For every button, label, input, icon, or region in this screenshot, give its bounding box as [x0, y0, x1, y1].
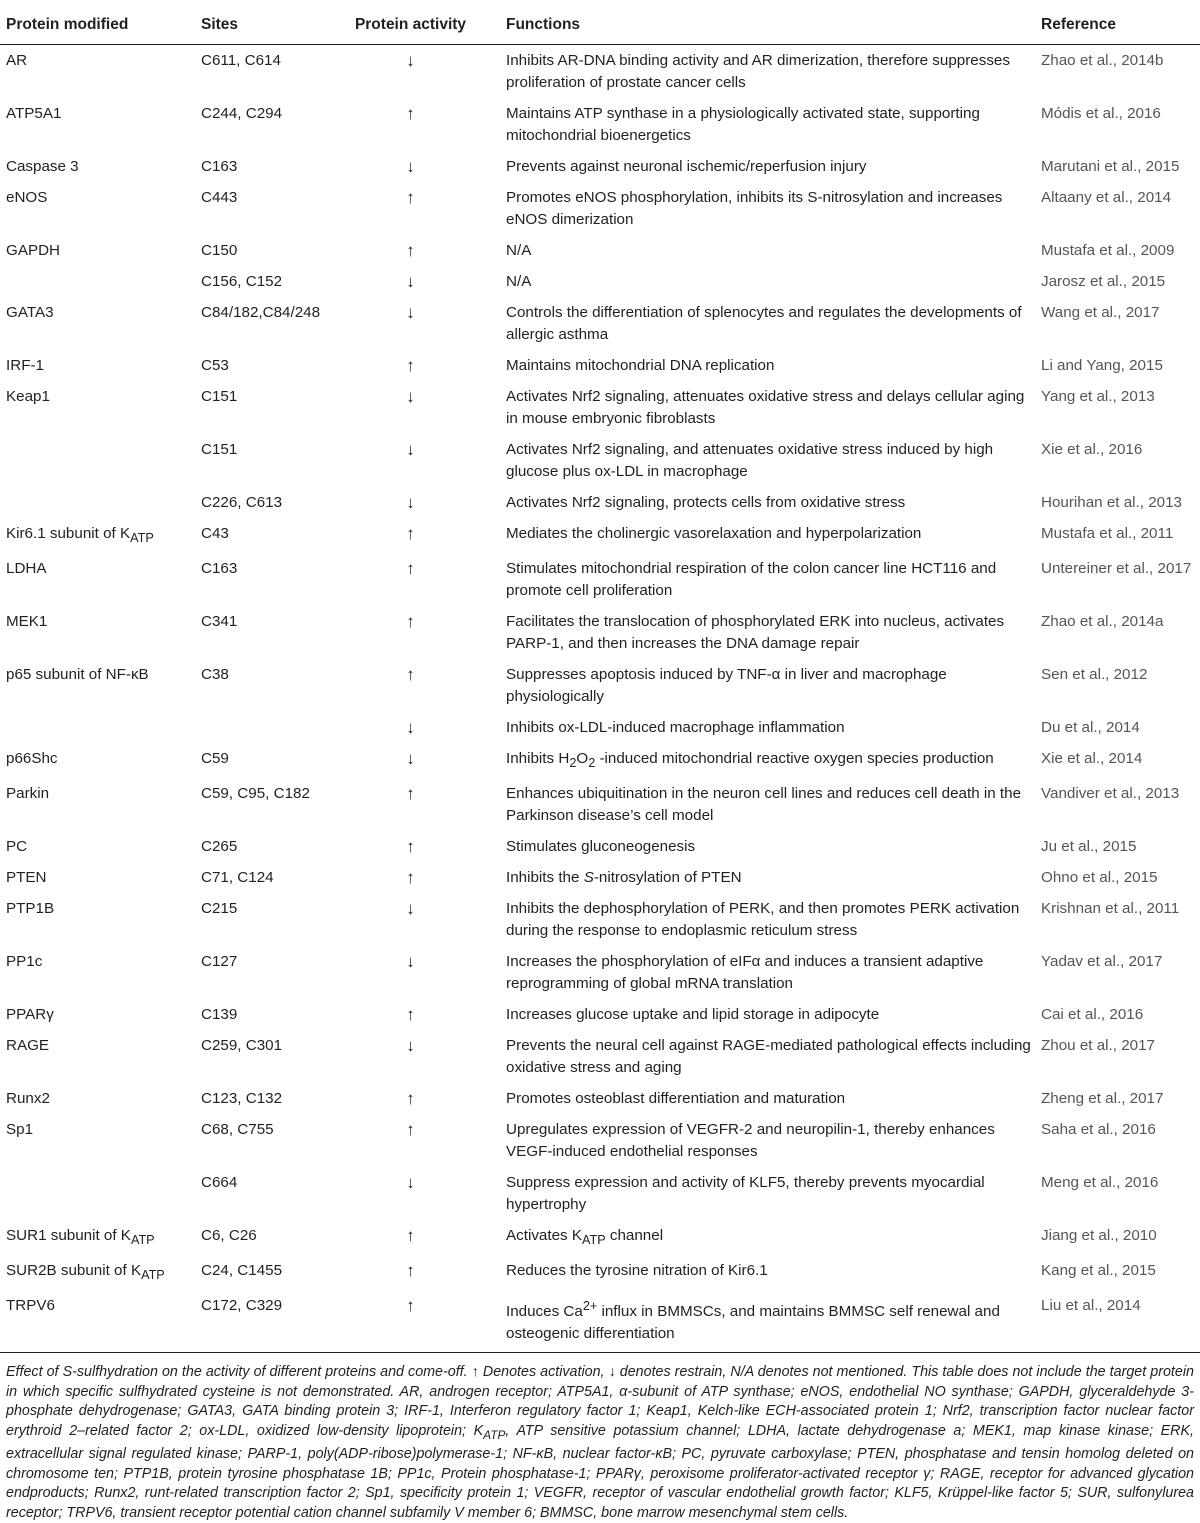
header-row	[0, 0, 1200, 45]
table-row	[0, 712, 1200, 743]
functions-text: Promotes eNOS phosphorylation, inhibits its S-nitrosylation and increases eNOS dimerization	[506, 189, 1003, 228]
protein-sub: ATP	[130, 1233, 155, 1248]
cell-functions	[500, 182, 1035, 235]
cell-functions	[500, 350, 1035, 381]
cell-activity: ↓	[406, 718, 415, 738]
cell-activity: ↑	[406, 1226, 415, 1246]
cell-reference: Mustafa et al., 2011	[1041, 525, 1174, 542]
table-row	[0, 1030, 1200, 1083]
cell-functions	[500, 1220, 1035, 1255]
cell-functions	[500, 297, 1035, 350]
cell-functions	[500, 45, 1035, 99]
cell-functions	[500, 266, 1035, 297]
cell-reference: Zhao et al., 2014a	[1041, 613, 1164, 631]
cell-reference: Zhou et al., 2017	[1041, 1037, 1155, 1055]
cell-functions	[500, 434, 1035, 487]
protein-text: GATA3	[6, 304, 54, 321]
functions-mid: O	[576, 750, 589, 768]
cell-reference: Xie et al., 2016	[1041, 441, 1143, 458]
functions-text: Facilitates the translocation of phosphorylated ERK into nucleus, activates PARP-1, and then increases the DNA damage repair	[506, 613, 1005, 653]
cell-protein	[0, 98, 195, 151]
cell-sites: C611, C614	[201, 52, 281, 69]
cell-activity: ↑	[406, 612, 415, 632]
protein-text: p66Shc	[6, 750, 58, 768]
functions-text: Prevents the neural cell against RAGE-mediated pathological effects including oxidative stress and aging	[506, 1037, 1031, 1077]
protein-text: PP1c	[6, 953, 43, 971]
protein-text: Caspase 3	[6, 158, 79, 175]
protein-text: PC	[6, 838, 28, 856]
functions-pre: Inhibits the	[506, 869, 584, 887]
table-row	[0, 45, 1200, 99]
functions-text: -induced mitochondrial reactive oxygen species production	[595, 750, 994, 768]
cell-reference: Jarosz et al., 2015	[1041, 273, 1166, 290]
cell-sites: C38	[201, 666, 229, 684]
table-row	[0, 1290, 1200, 1353]
cell-sites: C24, C1455	[201, 1262, 283, 1280]
cell-reference: Yang et al., 2013	[1041, 388, 1155, 405]
cell-functions	[500, 1167, 1035, 1220]
cell-activity: ↑	[406, 1120, 415, 1140]
protein-text: IRF-1	[6, 357, 44, 374]
cell-protein	[0, 487, 195, 518]
cell-functions	[500, 831, 1035, 862]
cell-protein	[0, 999, 195, 1030]
cell-protein	[0, 518, 195, 553]
protein-text: eNOS	[6, 189, 48, 206]
table-row	[0, 182, 1200, 235]
cell-reference: Cai et al., 2016	[1041, 1006, 1144, 1024]
cell-reference: Vandiver et al., 2013	[1041, 785, 1180, 803]
cell-sites: C150	[201, 242, 238, 259]
protein-text: LDHA	[6, 560, 47, 578]
cell-activity: ↑	[406, 1089, 415, 1109]
functions-text: Stimulates mitochondrial respiration of the colon cancer line HCT116 and promote cell proliferation	[506, 560, 997, 600]
cell-protein	[0, 235, 195, 266]
footnote-text-2: , ATP sensitive potassium channel; LDHA, lactate dehydrogenase a; MEK1, map kinase kinase; ERK, extracellular signal regulated kinase; PARP-1, poly(ADP-ribose)polymerase-1; NF-κB, nuclear factor-κB; PC, pyruvate carboxylase; PTEN, phosphatase and tensin homolog deleted on chromosome ten; PTP1B, protein tyrosine phosphatase 1B; PP1c, Protein phosphatase-1; PPARγ, peroxisome proliferator-activated receptor γ; RAGE, receptor for advanced glycation endproducts; Runx2, runt-related transcription factor 2; Sp1, specificity protein 1; VEGFR, receptor of vascular endothelial growth factor; KLF5, Krüppel-like factor 5; SUR, sulfonylurea receptor; TRPV6, transient receptor potential cation channel subfamily V member 6; BMMSC, bone marrow mesenchymal stem cells.	[6, 1422, 1194, 1521]
table-footnote	[0, 1353, 1200, 1523]
header-functions: Functions	[500, 0, 1035, 45]
functions-sup: 2+	[582, 1299, 598, 1314]
functions-text: Enhances ubiquitination in the neuron cell lines and reduces cell death in the Parkinson disease’s cell model	[506, 785, 1022, 825]
cell-protein	[0, 743, 195, 778]
cell-sites: C84/182,C84/248	[201, 304, 321, 321]
functions-sub: ATP	[581, 1233, 606, 1248]
cell-reference: Kang et al., 2015	[1041, 1262, 1156, 1280]
protein-text: Runx2	[6, 1090, 50, 1108]
functions-sub: 2	[588, 756, 596, 771]
protein-text: PPARγ	[6, 1006, 54, 1024]
cell-sites: C156, C152	[201, 273, 283, 290]
cell-protein	[0, 1290, 195, 1353]
cell-protein	[0, 862, 195, 893]
functions-text: Prevents against neuronal ischemic/reperfusion injury	[506, 158, 867, 175]
cell-protein	[0, 1030, 195, 1083]
functions-text: Stimulates gluconeogenesis	[506, 838, 696, 856]
table-row	[0, 606, 1200, 659]
cell-sites: C53	[201, 357, 229, 374]
cell-sites: C172, C329	[195, 1290, 353, 1353]
cell-reference: Ohno et al., 2015	[1041, 869, 1158, 887]
cell-functions	[500, 946, 1035, 999]
cell-functions	[500, 1114, 1035, 1167]
cell-activity: ↑	[406, 559, 415, 579]
cell-protein	[0, 45, 195, 99]
table-row	[0, 743, 1200, 778]
cell-protein	[0, 778, 195, 831]
functions-text: -nitrosylation of PTEN	[593, 869, 742, 887]
table-row	[0, 151, 1200, 182]
functions-text: Upregulates expression of VEGFR-2 and neuropilin-1, thereby enhances VEGF-induced endothelial responses	[506, 1121, 995, 1161]
cell-sites: C215	[201, 900, 238, 918]
cell-sites: C68, C755	[201, 1121, 274, 1139]
cell-activity: ↓	[406, 1036, 415, 1056]
functions-text: Suppress expression and activity of KLF5, thereby prevents myocardial hypertrophy	[506, 1174, 985, 1214]
table-row	[0, 893, 1200, 946]
cell-protein	[0, 381, 195, 434]
cell-sites: C123, C132	[201, 1090, 283, 1108]
table-row	[0, 98, 1200, 151]
functions-em: S	[583, 869, 594, 887]
cell-functions	[500, 487, 1035, 518]
protein-text: Parkin	[6, 785, 50, 803]
cell-reference: Krishnan et al., 2011	[1041, 900, 1180, 918]
header-sites: Sites	[195, 0, 353, 45]
table-row	[0, 778, 1200, 831]
cell-reference: Wang et al., 2017	[1041, 304, 1160, 321]
cell-activity: ↑	[406, 868, 415, 888]
footnote-sub: ATP	[483, 1427, 506, 1442]
cell-sites: C71, C124	[201, 869, 274, 887]
table-row	[0, 487, 1200, 518]
cell-activity: ↓	[406, 51, 415, 70]
footnote-text-1: Effect of S-sulfhydration on the activity of different proteins and come-off. ↑ Denotes activation, ↓ denotes restrain, N/A denotes not mentioned. This table does not include the target protein in which specific sulfhydrated cysteine is not demonstrated. AR, androgen receptor; ATP5A1, α-subunit of ATP synthase; eNOS, endothelial NO synthase; GAPDH, glyceraldehyde 3-phosphate dehydrogenase; GATA3, GATA binding protein 3; IRF-1, Interferon regulatory factor 1; Keap1, Kelch-like ECH-associated protein 1; Nrf2, transcription factor nuclear factor erythroid 2–related factor 2; ox-LDL, oxidized low-density lipoprotein; K	[6, 1364, 1194, 1439]
table-row	[0, 350, 1200, 381]
protein-text: MEK1	[6, 613, 48, 631]
cell-sites: C6, C26	[201, 1227, 257, 1245]
functions-text: Activates Nrf2 signaling, and attenuates oxidative stress induced by high glucose plus ox-LDL in macrophage	[506, 441, 994, 480]
table-row	[0, 266, 1200, 297]
cell-reference: Untereiner et al., 2017	[1041, 560, 1192, 578]
cell-functions	[500, 1030, 1035, 1083]
cell-activity: ↓	[406, 749, 415, 769]
table-row	[0, 297, 1200, 350]
functions-text: Inhibits ox-LDL-induced macrophage inflammation	[506, 719, 845, 737]
cell-activity: ↓	[406, 1173, 415, 1193]
cell-protein	[0, 182, 195, 235]
protein-text: AR	[6, 52, 28, 69]
functions-text: Suppresses apoptosis induced by TNF-α in liver and macrophage physiologically	[506, 666, 947, 706]
cell-reference: Sen et al., 2012	[1041, 666, 1148, 684]
cell-sites: C265	[201, 838, 238, 856]
cell-sites: C443	[201, 189, 238, 206]
cell-sites: C163	[201, 560, 238, 578]
header-activity: Protein activity	[353, 0, 500, 45]
cell-activity: ↑	[406, 356, 415, 375]
table-row	[0, 434, 1200, 487]
cell-functions	[500, 518, 1035, 553]
cell-sites: C59, C95, C182	[201, 785, 310, 803]
header-protein: Protein modified	[0, 0, 195, 45]
table-body	[0, 45, 1200, 1353]
table-row	[0, 518, 1200, 553]
cell-sites	[195, 712, 353, 743]
protein-text: PTEN	[6, 869, 47, 887]
table-row	[0, 553, 1200, 606]
protein-text: SUR1 subunit of K	[6, 1227, 131, 1245]
cell-activity: ↓	[406, 157, 415, 176]
cell-activity: ↓	[406, 952, 415, 972]
cell-sites: C341	[201, 613, 238, 631]
cell-sites: C664	[201, 1174, 238, 1192]
cell-reference: Marutani et al., 2015	[1041, 158, 1180, 175]
cell-protein	[0, 553, 195, 606]
table-row	[0, 1220, 1200, 1255]
cell-functions	[500, 553, 1035, 606]
functions-text: Mediates the cholinergic vasorelaxation and hyperpolarization	[506, 525, 922, 542]
cell-protein	[0, 350, 195, 381]
cell-functions	[500, 381, 1035, 434]
cell-activity: ↓	[406, 899, 415, 919]
cell-reference: Jiang et al., 2010	[1041, 1227, 1157, 1245]
cell-sites: C151	[201, 441, 238, 458]
cell-protein	[0, 1255, 195, 1290]
functions-text: channel	[605, 1227, 664, 1245]
cell-functions	[500, 1083, 1035, 1114]
cell-protein	[0, 893, 195, 946]
cell-functions	[500, 98, 1035, 151]
cell-activity: ↓	[406, 493, 415, 512]
functions-text: Activates Nrf2 signaling, protects cells from oxidative stress	[506, 494, 906, 511]
cell-sites: C259, C301	[201, 1037, 283, 1055]
cell-reference: Mustafa et al., 2009	[1041, 242, 1175, 259]
cell-sites: C244, C294	[201, 105, 283, 122]
table-row	[0, 946, 1200, 999]
cell-reference: Zhao et al., 2014b	[1041, 52, 1164, 69]
functions-text: Maintains mitochondrial DNA replication	[506, 357, 775, 374]
cell-sites: C226, C613	[201, 494, 283, 511]
cell-activity: ↑	[406, 1261, 415, 1281]
cell-activity: ↑	[406, 524, 415, 543]
cell-protein	[0, 712, 195, 743]
cell-functions	[500, 151, 1035, 182]
cell-functions	[500, 712, 1035, 743]
protein-text: ATP5A1	[6, 105, 62, 122]
protein-sub: ATP	[130, 531, 154, 546]
cell-protein	[0, 1220, 195, 1255]
cell-protein	[0, 266, 195, 297]
table-row	[0, 1167, 1200, 1220]
cell-sites: C151	[201, 388, 238, 405]
functions-text: Increases glucose uptake and lipid storage in adipocyte	[506, 1006, 880, 1024]
functions-text: Maintains ATP synthase in a physiologically activated state, supporting mitochondrial bioenergetics	[506, 105, 980, 144]
cell-functions	[500, 1255, 1035, 1290]
cell-protein	[0, 151, 195, 182]
cell-reference: Li and Yang, 2015	[1041, 357, 1163, 374]
functions-pre: Inhibits H	[506, 750, 570, 768]
cell-reference: Yadav et al., 2017	[1041, 953, 1163, 971]
table-row	[0, 659, 1200, 712]
cell-reference: Meng et al., 2016	[1041, 1174, 1159, 1192]
protein-text: Sp1	[6, 1121, 34, 1139]
functions-text: Promotes osteoblast differentiation and maturation	[506, 1090, 846, 1108]
table-row	[0, 235, 1200, 266]
protein-text: Kir6.1 subunit of K	[6, 525, 131, 542]
cell-sites: C127	[201, 953, 238, 971]
cell-reference: Xie et al., 2014	[1041, 750, 1143, 768]
cell-protein	[0, 606, 195, 659]
cell-functions	[500, 999, 1035, 1030]
table-row	[0, 1255, 1200, 1290]
cell-activity: ↓	[406, 272, 415, 291]
cell-reference: Zheng et al., 2017	[1041, 1090, 1164, 1108]
functions-text: Inhibits AR-DNA binding activity and AR dimerization, therefore suppresses proliferation of prostate cancer cells	[506, 52, 1010, 91]
table-row	[0, 381, 1200, 434]
protein-text: Keap1	[6, 388, 50, 405]
cell-functions	[500, 893, 1035, 946]
cell-protein	[0, 434, 195, 487]
protein-text: SUR2B subunit of K	[6, 1262, 142, 1280]
protein-text: PTP1B	[6, 900, 55, 918]
functions-text: Inhibits the dephosphorylation of PERK, and then promotes PERK activation during the response to endoplasmic reticulum stress	[506, 900, 1020, 940]
cell-sites: C59	[201, 750, 229, 768]
cell-protein	[0, 659, 195, 712]
functions-sub: 2	[569, 756, 577, 771]
cell-protein	[0, 297, 195, 350]
cell-functions	[500, 1290, 1035, 1353]
cell-reference: Altaany et al., 2014	[1041, 189, 1172, 206]
cell-reference: Hourihan et al., 2013	[1041, 494, 1183, 511]
functions-text: Reduces the tyrosine nitration of Kir6.1	[506, 1262, 768, 1280]
table-row	[0, 1083, 1200, 1114]
cell-reference: Du et al., 2014	[1041, 719, 1140, 737]
cell-protein	[0, 831, 195, 862]
functions-text: N/A	[506, 273, 532, 290]
cell-activity: ↑	[406, 665, 415, 685]
cell-functions	[500, 659, 1035, 712]
cell-activity: ↓	[406, 303, 415, 322]
functions-text: influx in BMMSCs, and maintains BMMSC self renewal and osteogenic differentiation	[506, 1303, 1000, 1343]
cell-activity: ↓	[406, 387, 415, 406]
protein-text: p65 subunit of NF-κB	[6, 666, 149, 684]
protein-text: RAGE	[6, 1037, 50, 1055]
functions-text: Activates Nrf2 signaling, attenuates oxidative stress and delays cellular aging in mouse embryonic fibroblasts	[506, 388, 1025, 427]
cell-protein	[0, 1114, 195, 1167]
protein-text: TRPV6	[6, 1297, 55, 1315]
cell-activity: ↑	[406, 784, 415, 804]
cell-activity: ↑	[406, 188, 415, 207]
protein-text: GAPDH	[6, 242, 61, 259]
cell-sites: C43	[201, 525, 229, 542]
table-row	[0, 1114, 1200, 1167]
table-row	[0, 999, 1200, 1030]
cell-activity: ↑	[406, 104, 415, 123]
functions-pre: Activates K	[506, 1227, 582, 1245]
header-reference: Reference	[1035, 0, 1200, 45]
cell-reference: Saha et al., 2016	[1041, 1121, 1156, 1139]
cell-functions	[500, 743, 1035, 778]
functions-text: Controls the differentiation of splenocytes and regulates the developments of allergic asthma	[506, 304, 1022, 343]
functions-text: N/A	[506, 242, 532, 259]
cell-reference: Módis et al., 2016	[1041, 105, 1161, 122]
cell-protein	[0, 946, 195, 999]
cell-protein	[0, 1083, 195, 1114]
cell-sites: C139	[201, 1006, 238, 1024]
functions-pre: Induces Ca	[506, 1303, 583, 1321]
cell-activity: ↑	[406, 241, 415, 260]
cell-activity: ↓	[406, 440, 415, 459]
cell-activity: ↑	[406, 1005, 415, 1025]
cell-functions	[500, 235, 1035, 266]
cell-reference: Liu et al., 2014	[1035, 1290, 1200, 1353]
table-row	[0, 831, 1200, 862]
table-row	[0, 862, 1200, 893]
functions-text: Increases the phosphorylation of eIFα and induces a transient adaptive reprogramming of global mRNA translation	[506, 953, 984, 993]
cell-activity: ↑	[353, 1290, 500, 1353]
cell-sites: C163	[201, 158, 238, 175]
cell-reference: Ju et al., 2015	[1041, 838, 1137, 856]
cell-protein	[0, 1167, 195, 1220]
cell-activity: ↑	[406, 837, 415, 857]
cell-functions	[500, 606, 1035, 659]
protein-sub: ATP	[141, 1268, 165, 1283]
cell-functions	[500, 862, 1035, 893]
cell-functions	[500, 778, 1035, 831]
